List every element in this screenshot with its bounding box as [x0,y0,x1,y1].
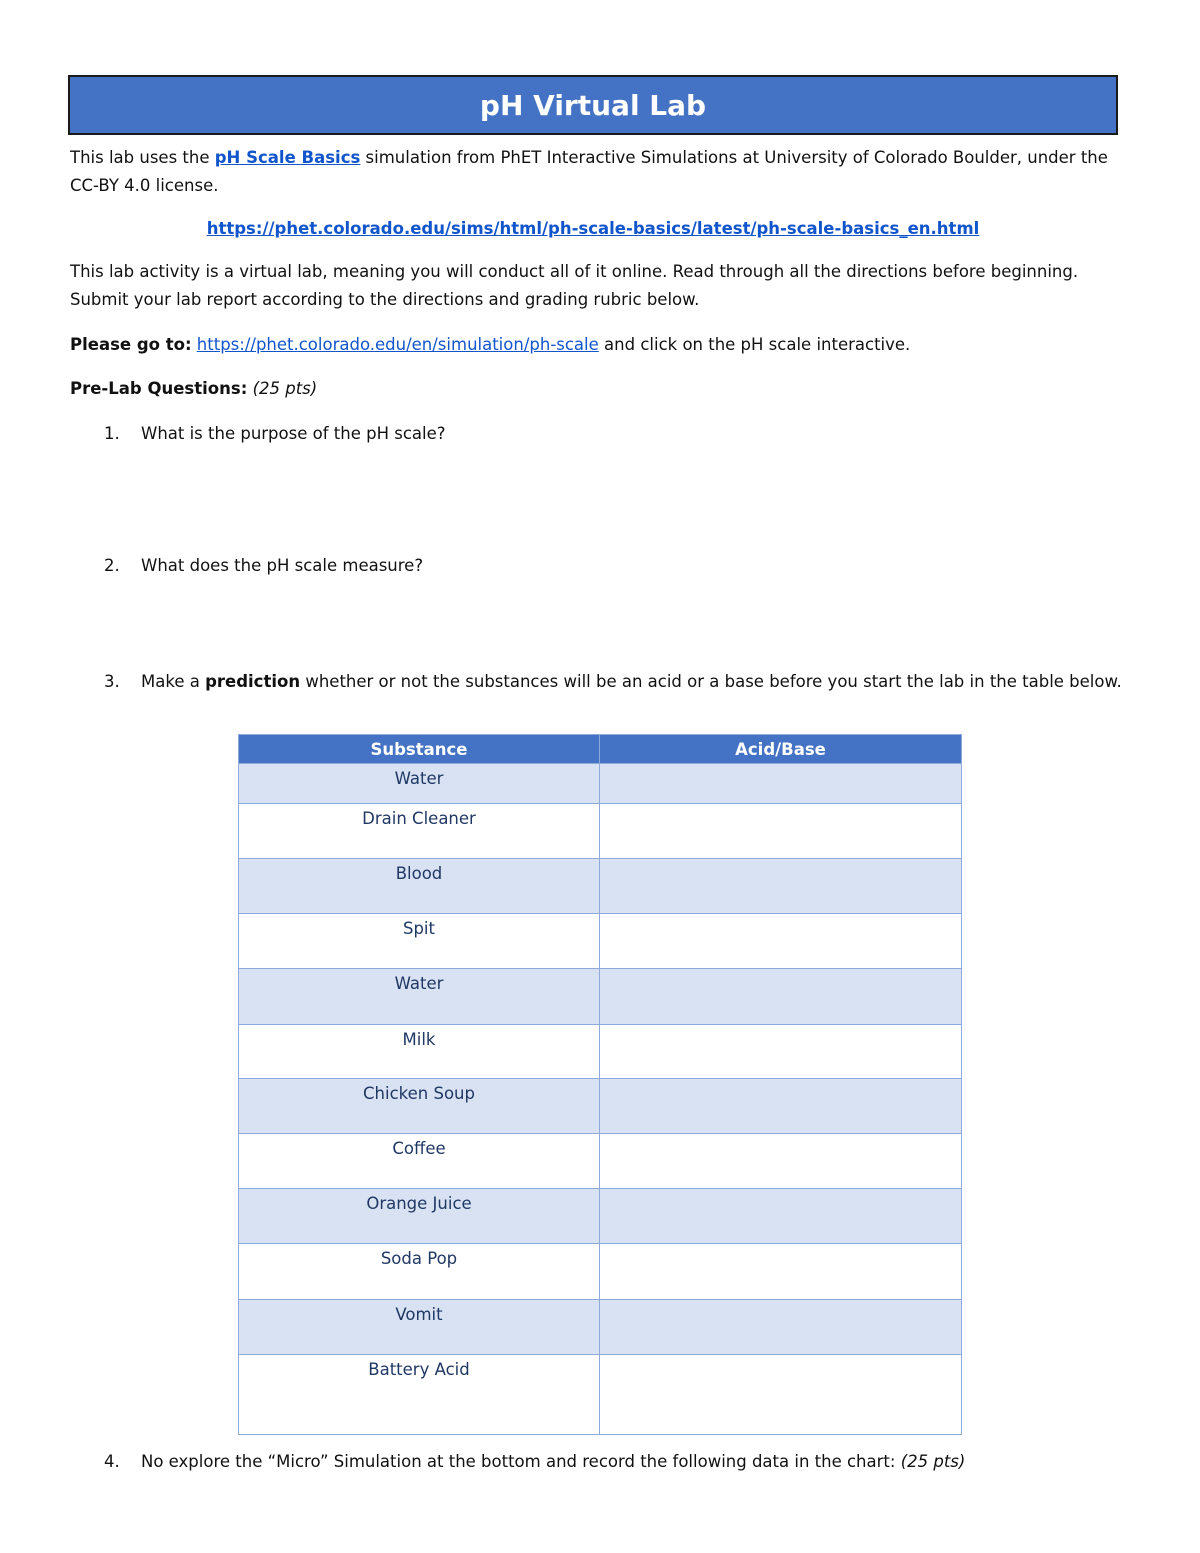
table-header-row [239,735,962,764]
substance-cell: Soda Pop [239,1244,600,1300]
virtual-lab-paragraph: This lab activity is a virtual lab, meaning you will conduct all of it online. Read through all the directions before beginning. Submit your lab report according to the directions and grading rubric below. [70,262,1079,309]
prediction-table [238,734,962,1435]
prelab-heading [70,375,1130,403]
acid-base-column-header: Acid/Base [600,735,962,764]
answer-cell[interactable] [600,1025,962,1079]
question-1-number: 1. [104,424,120,443]
substance-cell: Battery Acid [239,1355,600,1435]
prediction-word: prediction [205,672,301,691]
answer-cell[interactable] [600,1355,962,1435]
sim-name-link[interactable]: pH Scale Basics [214,148,361,167]
substance-cell: Drain Cleaner [239,804,600,859]
intro-pre: This lab uses the [70,148,215,167]
question-3-text [104,668,1124,696]
table-row [239,804,962,859]
table-row [239,969,962,1025]
ph-scale-link[interactable]: https://phet.colorado.edu/en/simulation/ph-scale [196,335,599,354]
table-row [239,1189,962,1244]
go-to-label: Please go to: [70,335,192,354]
go-to-paragraph [70,331,1130,359]
answer-cell[interactable] [600,969,962,1025]
question-3 [104,668,1124,696]
intro-rest: simulation from PhET Interactive Simulations at University of Colorado Boulder, under the CC-BY 4.0 license. [70,148,1108,195]
question-4-body: No explore the “Micro” Simulation at the bottom and record the following data in the chart: [141,1452,896,1471]
answer-cell[interactable] [600,1134,962,1189]
substance-cell: Orange Juice [239,1189,600,1244]
answer-cell[interactable] [600,804,962,859]
question-1 [104,420,1124,448]
table-row [239,764,962,804]
page-title: pH Virtual Lab [479,88,707,122]
question-4-number: 4. [104,1452,120,1471]
question-4 [104,1448,1124,1476]
question-3-post: whether or not the substances will be an acid or a base before you start the lab in the table below. [300,672,1122,691]
table-row [239,914,962,969]
answer-cell[interactable] [600,1300,962,1355]
substance-cell: Blood [239,859,600,914]
intro-paragraph [70,144,1130,200]
question-3-number: 3. [104,672,120,691]
question-2 [104,552,1124,580]
prelab-points: (25 pts) [252,379,318,398]
question-2-number: 2. [104,556,120,575]
table-row [239,1134,962,1189]
question-4-text [104,1448,1124,1476]
sim-url-line [70,215,1116,243]
substance-cell: Water [239,969,600,1025]
go-to-rest: and click on the pH scale interactive. [598,335,911,354]
title-banner [68,75,1118,135]
table-row [239,1079,962,1134]
table-row [239,1355,962,1435]
answer-cell[interactable] [600,764,962,804]
substance-cell: Coffee [239,1134,600,1189]
answer-cell[interactable] [600,1244,962,1300]
answer-cell[interactable] [600,1079,962,1134]
substance-column-header: Substance [239,735,600,764]
substance-cell: Milk [239,1025,600,1079]
question-4-points: (25 pts) [900,1452,966,1471]
table-row [239,1300,962,1355]
question-2-text: What does the pH scale measure? [141,556,424,575]
question-1-text: What is the purpose of the pH scale? [141,424,446,443]
prelab-title: Pre-Lab Questions: [70,379,248,398]
table-row [239,1244,962,1300]
substance-cell: Spit [239,914,600,969]
substance-cell: Vomit [239,1300,600,1355]
table-row [239,1025,962,1079]
table-row [239,859,962,914]
answer-cell[interactable] [600,914,962,969]
substance-cell: Water [239,764,600,804]
answer-cell[interactable] [600,859,962,914]
substance-cell: Chicken Soup [239,1079,600,1134]
sim-url-link[interactable]: https://phet.colorado.edu/sims/html/ph-scale-basics/latest/ph-scale-basics_en.html [206,219,980,238]
question-3-pre: Make a [141,672,206,691]
answer-cell[interactable] [600,1189,962,1244]
